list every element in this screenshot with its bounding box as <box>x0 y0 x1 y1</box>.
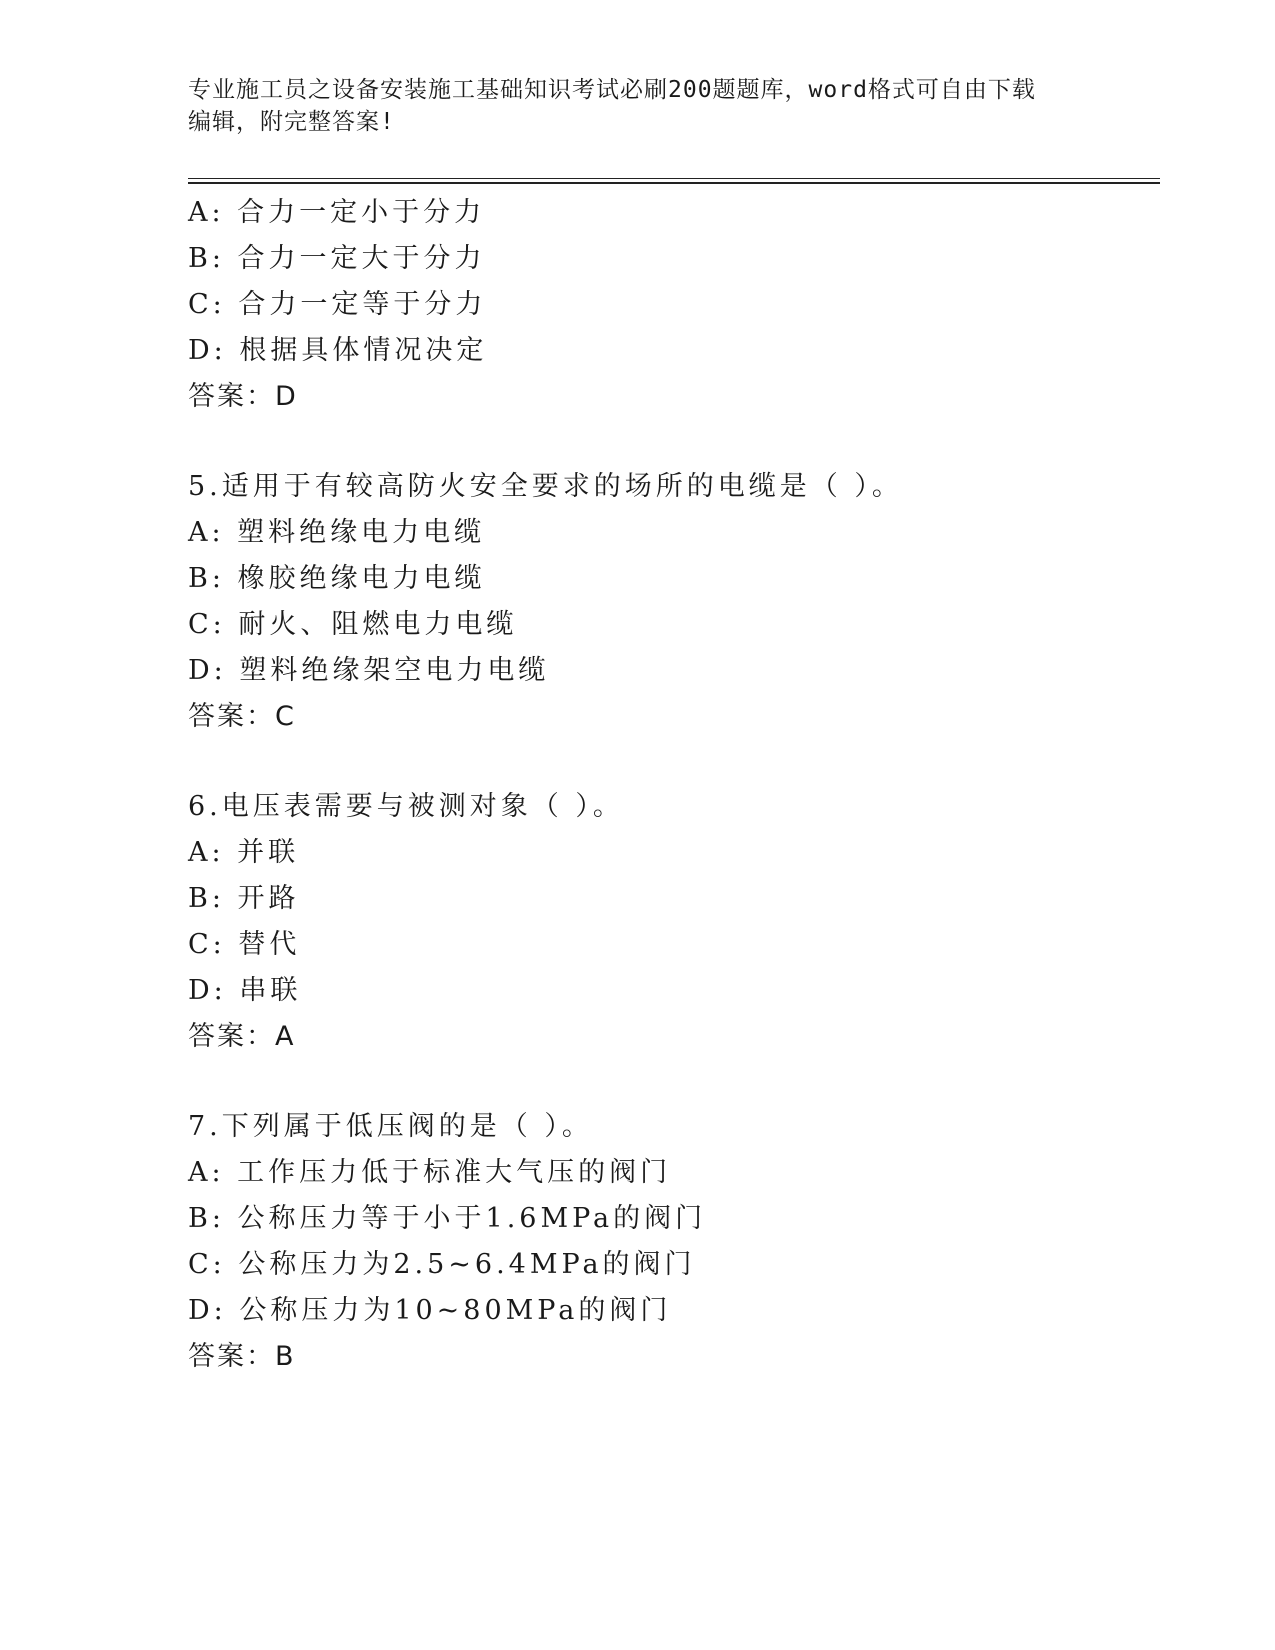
question-4-options <box>188 190 1168 420</box>
option-d: D: 塑料绝缘架空电力电缆 <box>188 655 550 686</box>
option-d: D: 公称压力为10~80MPa的阀门 <box>188 1295 672 1326</box>
header-divider-thick <box>188 182 1160 184</box>
option-a: A: 塑料绝缘电力电缆 <box>188 517 486 548</box>
header-line-1: 专业施工员之设备安装施工基础知识考试必刷200题题库，word格式可自由下载 <box>188 77 1036 103</box>
option-b: B: 合力一定大于分力 <box>188 243 486 274</box>
option-c: C: 合力一定等于分力 <box>188 289 487 320</box>
option-c: C: 耐火、阻燃电力电缆 <box>188 609 518 640</box>
question-stem: 6.电压表需要与被测对象（ ）。 <box>188 791 624 822</box>
document-header <box>188 74 1088 138</box>
answer-label: 答案：B <box>188 1341 296 1372</box>
option-b: B: 开路 <box>188 883 300 914</box>
option-d: D: 根据具体情况决定 <box>188 335 488 366</box>
option-c: C: 替代 <box>188 929 301 960</box>
option-d: D: 串联 <box>188 975 302 1006</box>
option-a: A: 合力一定小于分力 <box>188 197 486 228</box>
header-divider-thin <box>188 178 1160 179</box>
question-5 <box>188 464 1168 740</box>
option-c: C: 公称压力为2.5~6.4MPa的阀门 <box>188 1249 696 1280</box>
option-a: A: 工作压力低于标准大气压的阀门 <box>188 1157 672 1188</box>
question-6 <box>188 784 1168 1060</box>
option-a: A: 并联 <box>188 837 300 868</box>
question-7 <box>188 1104 1168 1380</box>
question-stem: 7.下列属于低压阀的是（ ）。 <box>188 1111 593 1142</box>
question-stem: 5.适用于有较高防火安全要求的场所的电缆是（ ）。 <box>188 471 903 502</box>
question-list <box>188 190 1168 1380</box>
option-b: B: 橡胶绝缘电力电缆 <box>188 563 486 594</box>
header-line-2: 编辑，附完整答案! <box>188 109 395 135</box>
answer-label: 答案：C <box>188 701 296 732</box>
answer-label: 答案：D <box>188 381 298 412</box>
option-b: B: 公称压力等于小于1.6MPa的阀门 <box>188 1203 707 1234</box>
answer-label: 答案：A <box>188 1021 296 1052</box>
